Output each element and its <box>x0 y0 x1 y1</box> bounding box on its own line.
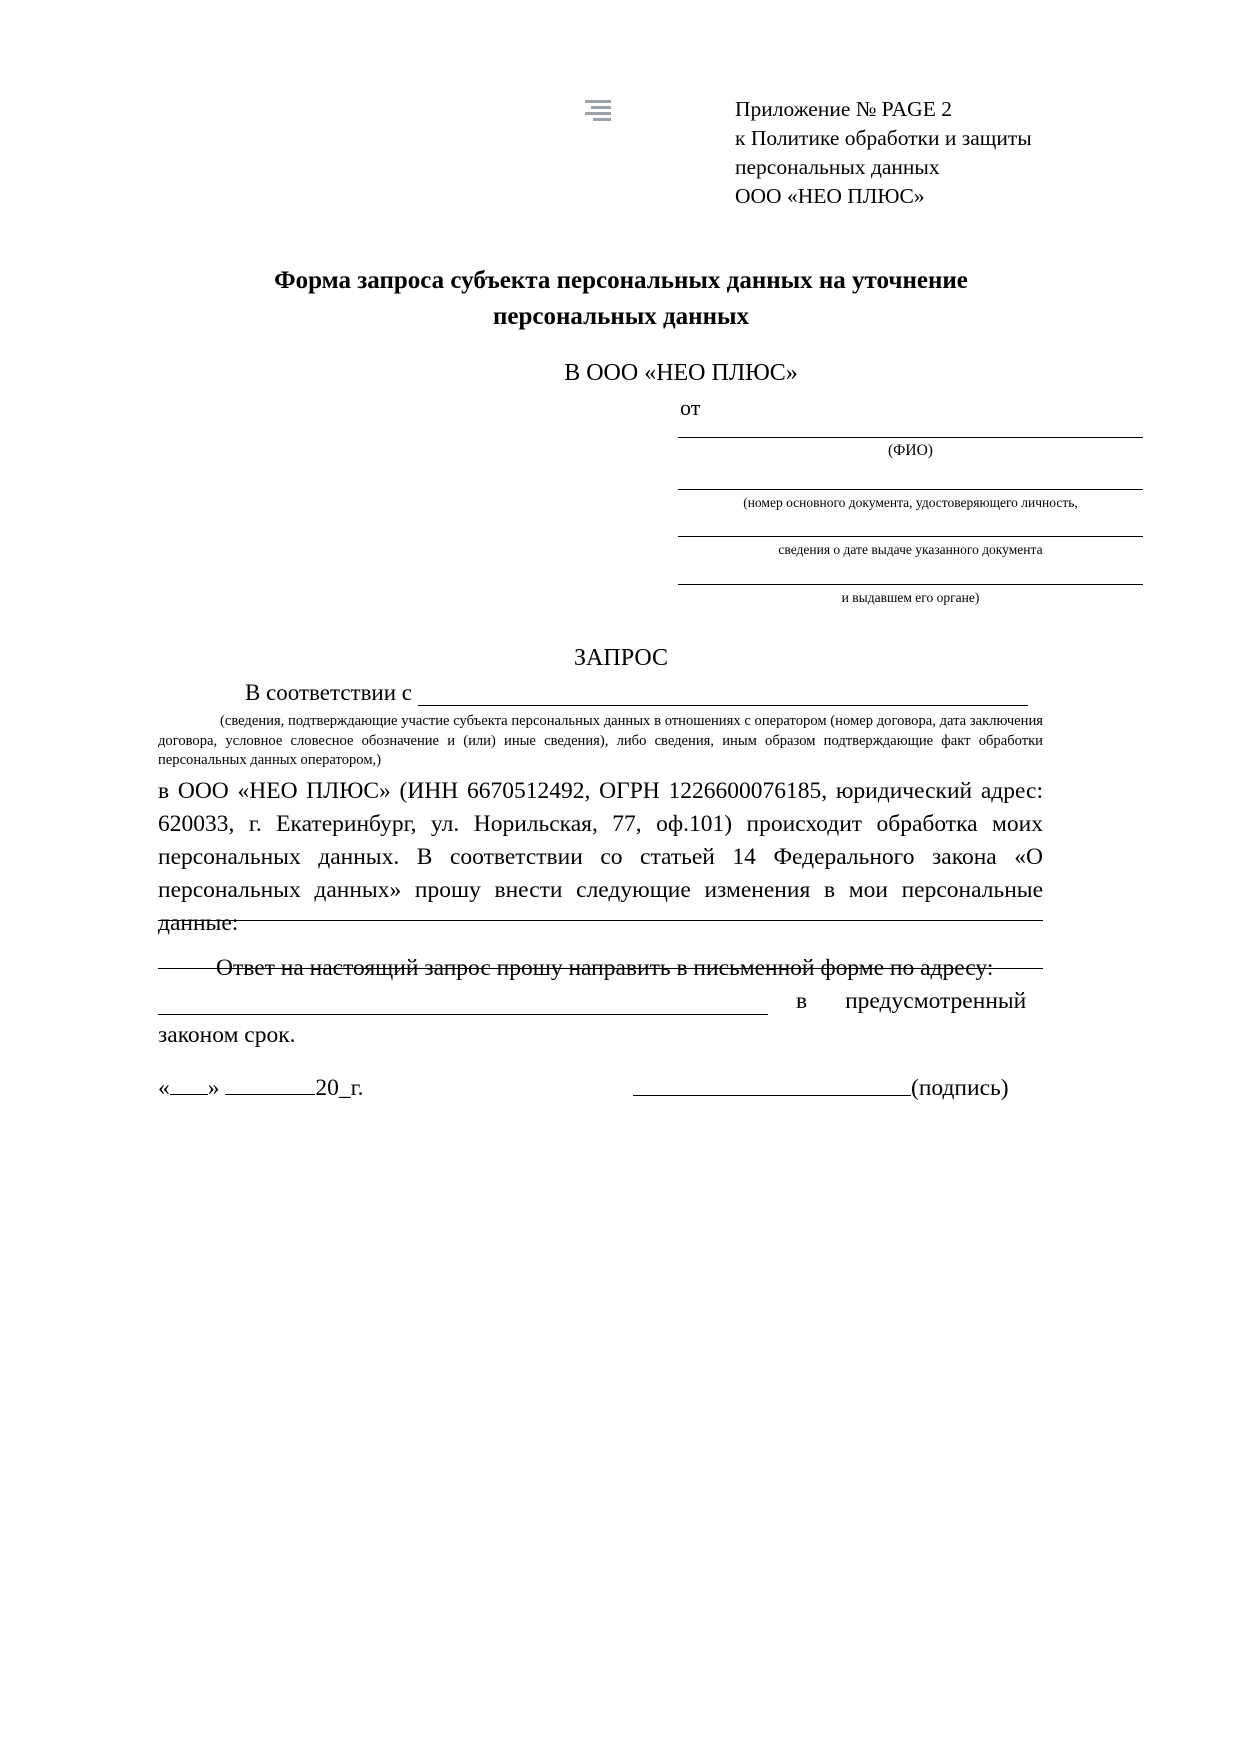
changes-blank-line-1[interactable] <box>158 920 1043 921</box>
answer-instruction <box>158 952 1043 985</box>
signature-date[interactable] <box>158 1075 364 1102</box>
answer-address-input-rule[interactable] <box>158 990 768 1015</box>
date-year: 20_г. <box>315 1075 364 1101</box>
answer-instruction-text: Ответ на настоящий запрос прошу направить в письменной форме по адресу: <box>216 955 994 981</box>
request-body: в ООО «НЕО ПЛЮС» (ИНН 6670512492, ОГРН 1226600076185, юридический адрес: 620033, г. Екатеринбург, ул. Норильская, 77, оф.101) происходит обработка моих персональных данных. В соответствии со статьей 14 Федерального закона «О персональных данных» прошу внести следующие изменения в мои персональные данные: <box>158 778 1043 936</box>
answer-tail-3: законом срок. <box>158 1022 296 1048</box>
appendix-block <box>735 95 1205 211</box>
date-quote-close: » <box>207 1075 220 1101</box>
field-document-organ[interactable] <box>678 584 1143 608</box>
appendix-line-2: к Политике обработки и защиты <box>735 126 1032 150</box>
signature-caption: (подпись) <box>911 1075 1009 1101</box>
field-document-date-caption: сведения о дате выдаче указанного документа <box>778 542 1043 557</box>
page-title-line-2: персональных данных <box>492 303 750 330</box>
field-document-organ-caption: и выдавшем его органе) <box>841 590 980 605</box>
document-header <box>0 95 1242 235</box>
answer-address-row <box>158 988 1043 1015</box>
field-document-date[interactable] <box>678 536 1143 560</box>
addressee-from-label: от <box>680 395 701 420</box>
field-document-number-rule[interactable] <box>678 489 1143 490</box>
document-mark-icon <box>585 100 613 124</box>
field-document-number[interactable] <box>678 489 1143 513</box>
addressee-organization: В ООО «НЕО ПЛЮС» <box>564 360 798 386</box>
field-document-organ-rule[interactable] <box>678 584 1143 585</box>
request-note <box>158 712 1043 771</box>
answer-tail-1: в <box>796 988 808 1014</box>
field-fio-caption: (ФИО) <box>888 442 933 459</box>
accordance-label: В соответствии с <box>245 680 413 705</box>
signature-field[interactable] <box>633 1075 1009 1102</box>
page-title <box>140 263 1102 335</box>
page-title-line-1: Форма запроса субъекта персональных данных на уточнение <box>274 267 968 294</box>
accordance-input-rule[interactable] <box>418 683 1028 706</box>
appendix-line-3: персональных данных <box>735 155 940 179</box>
date-day-rule[interactable] <box>170 1093 208 1095</box>
date-month-rule[interactable] <box>225 1093 315 1095</box>
request-note-text: (сведения, подтверждающие участие субъекта персональных данных в отношениях с оператором (номер договора, дата заключения договора, условное словесное обозначение и (или) иные сведения), либо сведения, иным образом подтверждающие факт обработки персональных данных оператором,) <box>158 713 1043 768</box>
field-document-number-caption: (номер основного документа, удостоверяющего личность, <box>743 495 1078 510</box>
field-fio-rule[interactable] <box>678 437 1143 438</box>
answer-tail-2: предусмотренный <box>845 988 1027 1014</box>
appendix-line-4: ООО «НЕО ПЛЮС» <box>735 184 925 208</box>
accordance-row <box>170 680 1170 706</box>
field-fio[interactable] <box>678 437 1143 461</box>
date-quote-open: « <box>158 1075 170 1101</box>
addressee-block <box>0 360 1242 421</box>
field-document-date-rule[interactable] <box>678 536 1143 537</box>
appendix-line-1: Приложение № PAGE 2 <box>735 97 952 121</box>
request-heading: ЗАПРОС <box>574 645 668 671</box>
signature-rule[interactable] <box>633 1094 911 1096</box>
